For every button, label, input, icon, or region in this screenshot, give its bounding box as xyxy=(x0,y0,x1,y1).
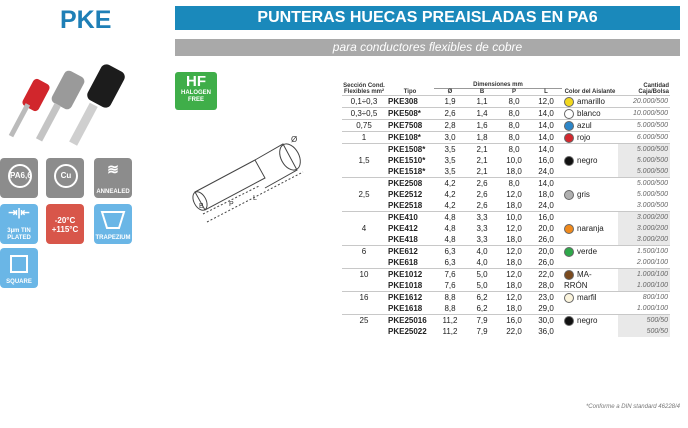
b-cell: 1,6 xyxy=(466,120,498,132)
b-cell: 2,1 xyxy=(466,144,498,156)
hf-small-2: FREE xyxy=(187,97,204,103)
type-cell: PKE25016 xyxy=(386,315,434,327)
d-cell: 6,3 xyxy=(444,258,456,267)
table-row xyxy=(342,96,670,108)
b-cell: 3,3 xyxy=(476,224,488,233)
l-cell: 16,0 xyxy=(538,156,554,165)
p-cell: 10,0 xyxy=(506,156,522,165)
p-cell: 8,0 xyxy=(498,178,530,190)
qty-cell: 3.000/200 xyxy=(618,234,670,246)
type-cell: PKE1612 xyxy=(386,292,434,304)
hf-small-1: HALOGEN xyxy=(181,90,211,96)
qty-cell: 5.000/500 xyxy=(618,120,670,132)
color-label: RRÓN xyxy=(564,281,588,290)
l-cell: 16,0 xyxy=(530,212,562,224)
type-cell: PKE108* xyxy=(386,132,434,144)
table-row xyxy=(342,120,670,132)
table-row xyxy=(342,246,670,258)
col-b: B xyxy=(479,89,485,95)
halogen-free-badge xyxy=(175,72,217,110)
copper-icon: Cu xyxy=(54,164,78,188)
qty-cell: 5.000/500 xyxy=(618,178,670,190)
section-cell xyxy=(342,212,386,224)
square-badge xyxy=(0,248,38,288)
p-cell: 8,0 xyxy=(498,144,530,156)
color-label: negro xyxy=(577,316,598,325)
type-cell: PKE612 xyxy=(386,246,434,258)
color-cell xyxy=(562,315,618,327)
p-cell: 18,0 xyxy=(506,258,522,267)
type-cell: PKE1618 xyxy=(388,304,423,313)
l-cell: 12,0 xyxy=(530,96,562,108)
color-label: marfil xyxy=(577,293,597,302)
qty-cell: 1.000/100 xyxy=(618,280,670,292)
tin-plated-badge xyxy=(0,204,38,244)
temperature-badge xyxy=(46,204,84,244)
type-cell: PKE2512 xyxy=(388,190,423,199)
table-row xyxy=(342,326,670,337)
type-cell: PKE1508* xyxy=(386,144,434,156)
p-cell: 12,0 xyxy=(506,224,522,233)
section-cell: 0,1÷0,3 xyxy=(342,96,386,108)
l-cell: 26,0 xyxy=(538,235,554,244)
p-cell: 16,0 xyxy=(498,315,530,327)
l-cell: 28,0 xyxy=(538,281,554,290)
qty-cell: 500/50 xyxy=(618,315,670,327)
annealed-badge xyxy=(94,158,132,198)
l-cell: 22,0 xyxy=(530,269,562,281)
color-cell xyxy=(562,223,618,234)
section-cell xyxy=(342,257,386,269)
color-cell xyxy=(562,178,618,190)
col-d: Ø xyxy=(447,89,453,95)
qty-cell: 20.000/500 xyxy=(618,96,670,108)
qty-cell: 5.000/500 xyxy=(618,166,670,178)
l-cell: 14,0 xyxy=(530,144,562,156)
d-cell: 4,8 xyxy=(434,212,466,224)
color-label: blanco xyxy=(577,109,601,118)
d-cell: 4,8 xyxy=(444,224,456,233)
table-row xyxy=(342,132,670,144)
type-cell: PKE418 xyxy=(388,235,418,244)
qty-cell: 800/100 xyxy=(618,292,670,304)
type-cell: PKE7508 xyxy=(386,120,434,132)
hf-label: HF xyxy=(186,73,206,90)
diameter-letter: Ø xyxy=(291,135,298,144)
page-subtitle: para conductores flexibles de cobre xyxy=(175,39,680,56)
color-cell xyxy=(562,280,618,292)
copper-badge xyxy=(46,158,84,198)
col-l: L xyxy=(544,89,548,95)
table-body xyxy=(342,96,670,338)
color-swatch xyxy=(564,133,574,143)
temperature-label: -20°C +115°C xyxy=(51,216,79,234)
qty-cell: 5.000/500 xyxy=(618,144,670,156)
qty-cell: 1.000/100 xyxy=(618,269,670,281)
p-cell: 12,0 xyxy=(498,246,530,258)
table-row xyxy=(342,223,670,234)
l-cell: 29,0 xyxy=(538,304,554,313)
product-image xyxy=(5,58,135,158)
specs-table xyxy=(342,82,670,337)
trapezium-badge xyxy=(94,204,132,244)
section-cell xyxy=(342,200,386,212)
l-cell: 20,0 xyxy=(530,246,562,258)
b-cell: 5,0 xyxy=(466,269,498,281)
qty-cell: 5.000/500 xyxy=(636,191,668,198)
color-cell xyxy=(562,200,618,212)
d-cell: 11,2 xyxy=(442,327,458,336)
footnote: *Conforme a DIN standard 46228/4 xyxy=(585,404,680,410)
d-cell: 3,5 xyxy=(444,167,456,176)
color-swatch xyxy=(564,109,574,119)
type-cell: PKE2518 xyxy=(388,201,423,210)
square-label: SQUARE xyxy=(6,279,32,285)
color-label: amarillo xyxy=(577,97,606,106)
b-cell: 2,1 xyxy=(476,167,488,176)
l-cell: 18,0 xyxy=(538,190,554,199)
b-cell: 2,6 xyxy=(466,178,498,190)
color-cell xyxy=(562,269,618,281)
table-row xyxy=(342,234,670,246)
type-cell: PKE1012 xyxy=(386,269,434,281)
color-swatch xyxy=(564,97,574,107)
p-cell: 18,0 xyxy=(506,304,522,313)
d-cell: 7,6 xyxy=(434,269,466,281)
b-cell: 2,1 xyxy=(476,156,488,165)
l-letter: L xyxy=(253,195,257,202)
type-cell: PKE618 xyxy=(388,258,418,267)
section-cell: 4 xyxy=(361,224,367,233)
section-cell: 2,5 xyxy=(358,190,370,199)
trapezium-label: TRAPEZIUM xyxy=(95,235,131,241)
b-cell: 1,1 xyxy=(466,96,498,108)
col-dims: Dimensiones mm xyxy=(434,82,562,89)
type-cell: PKE1510* xyxy=(388,156,426,165)
section-cell: 10 xyxy=(342,269,386,281)
color-swatch xyxy=(564,247,574,257)
d-cell: 2,8 xyxy=(434,120,466,132)
square-icon xyxy=(9,254,29,274)
d-cell: 3,5 xyxy=(434,144,466,156)
annealed-label: ANNEALED xyxy=(96,189,130,195)
section-cell: 0,75 xyxy=(342,120,386,132)
p-cell: 8,0 xyxy=(498,96,530,108)
section-cell: 1,5 xyxy=(358,156,370,165)
b-cell: 7,9 xyxy=(476,327,488,336)
table-row xyxy=(342,212,670,224)
section-cell: 0,3÷0,5 xyxy=(342,108,386,120)
l-cell: 14,0 xyxy=(530,120,562,132)
table-row xyxy=(342,257,670,269)
color-swatch xyxy=(564,316,574,326)
table-row xyxy=(342,166,670,178)
color-label: verde xyxy=(577,247,598,256)
section-cell xyxy=(342,303,386,315)
color-cell xyxy=(562,132,618,144)
page-title: PUNTERAS HUECAS PREAISLADAS EN PA6 xyxy=(175,6,680,30)
p-cell: 12,0 xyxy=(506,190,522,199)
color-label: negro xyxy=(577,156,598,165)
pa66-icon: PA6,6 xyxy=(8,164,32,188)
table-row xyxy=(342,200,670,212)
ferrule-black xyxy=(69,62,127,146)
color-label: MA- xyxy=(577,270,592,279)
l-cell: 14,0 xyxy=(530,108,562,120)
d-cell: 8,8 xyxy=(434,292,466,304)
qty-cell: 6.000/500 xyxy=(618,132,670,144)
b-letter: B xyxy=(199,203,204,210)
color-cell xyxy=(562,246,618,258)
color-label: naranja xyxy=(577,224,604,233)
section-cell xyxy=(342,178,386,190)
qty-cell: 1.000/100 xyxy=(636,305,668,312)
table-row xyxy=(342,144,670,156)
d-cell: 6,3 xyxy=(434,246,466,258)
b-cell: 7,9 xyxy=(466,315,498,327)
qty-cell: 2.000/100 xyxy=(636,259,668,266)
b-cell: 5,0 xyxy=(476,281,488,290)
l-cell: 24,0 xyxy=(538,201,554,210)
p-cell: 8,0 xyxy=(498,132,530,144)
p-cell: 12,0 xyxy=(498,292,530,304)
b-cell: 3,3 xyxy=(476,235,488,244)
material-badge xyxy=(0,158,38,198)
d-cell: 11,2 xyxy=(434,315,466,327)
d-cell: 4,2 xyxy=(434,178,466,190)
color-cell xyxy=(562,189,618,200)
d-cell: 4,8 xyxy=(444,235,456,244)
heat-icon: ≋ xyxy=(107,161,119,177)
color-cell xyxy=(562,292,618,304)
l-cell: 30,0 xyxy=(530,315,562,327)
l-cell: 14,0 xyxy=(530,178,562,190)
qty-cell: 10.000/500 xyxy=(618,108,670,120)
qty-cell: 3.000/200 xyxy=(618,212,670,224)
l-cell: 23,0 xyxy=(530,292,562,304)
section-cell xyxy=(342,280,386,292)
color-cell xyxy=(562,96,618,108)
color-cell xyxy=(562,326,618,337)
p-cell: 18,0 xyxy=(506,201,522,210)
b-cell: 1,4 xyxy=(466,108,498,120)
l-cell: 14,0 xyxy=(530,132,562,144)
b-cell: 6,2 xyxy=(466,292,498,304)
type-cell: PKE25022 xyxy=(388,327,427,336)
d-cell: 3,5 xyxy=(444,156,456,165)
brand-title: PKE xyxy=(60,6,112,34)
section-cell xyxy=(342,326,386,337)
p-cell: 10,0 xyxy=(498,212,530,224)
p-cell: 22,0 xyxy=(506,327,522,336)
table-row xyxy=(342,303,670,315)
color-cell xyxy=(562,234,618,246)
p-letter: P xyxy=(229,201,234,208)
qty-cell: 5.000/500 xyxy=(618,155,670,166)
section-cell: 16 xyxy=(342,292,386,304)
color-cell xyxy=(562,212,618,224)
p-cell: 18,0 xyxy=(506,235,522,244)
d-cell: 4,2 xyxy=(444,201,456,210)
col-section: Sección Cond. Flexibles mm² xyxy=(343,83,385,95)
section-cell: 6 xyxy=(342,246,386,258)
d-cell: 3,0 xyxy=(434,132,466,144)
color-swatch xyxy=(564,121,574,131)
type-cell: PKE2508 xyxy=(386,178,434,190)
b-cell: 4,0 xyxy=(476,258,488,267)
l-cell: 36,0 xyxy=(538,327,554,336)
b-cell: 3,3 xyxy=(466,212,498,224)
type-cell: PKE410 xyxy=(386,212,434,224)
d-cell: 2,6 xyxy=(434,108,466,120)
color-cell xyxy=(562,120,618,132)
col-color: Color del Aislante xyxy=(564,89,616,95)
table-row xyxy=(342,315,670,327)
qty-cell: 3.000/500 xyxy=(636,202,668,209)
l-cell: 24,0 xyxy=(538,167,554,176)
p-cell: 18,0 xyxy=(506,167,522,176)
col-p: P xyxy=(511,89,516,95)
color-cell xyxy=(562,144,618,156)
tin-plated-label: 3µm TIN PLATED xyxy=(7,228,31,241)
type-cell: PKE308 xyxy=(386,96,434,108)
color-swatch xyxy=(564,293,574,303)
d-cell: 8,8 xyxy=(444,304,456,313)
table-row xyxy=(342,178,670,190)
l-cell: 20,0 xyxy=(538,224,554,233)
type-cell: PKE1518* xyxy=(388,167,426,176)
ferrule-drawing xyxy=(175,130,320,230)
trapezium-icon xyxy=(100,210,126,230)
color-cell xyxy=(562,257,618,269)
b-cell: 1,8 xyxy=(466,132,498,144)
color-cell xyxy=(562,303,618,315)
color-label: azul xyxy=(577,121,592,130)
thickness-icon: ⇥|⇤ xyxy=(8,207,30,219)
col-qty: Cantidad Caja/Bolsa xyxy=(638,83,669,95)
type-cell: PKE508* xyxy=(386,108,434,120)
table-row xyxy=(342,292,670,304)
d-cell: 7,6 xyxy=(444,281,456,290)
color-swatch xyxy=(564,190,574,200)
qty-cell: 500/50 xyxy=(618,326,670,337)
p-cell: 18,0 xyxy=(506,281,522,290)
p-cell: 12,0 xyxy=(498,269,530,281)
section-cell xyxy=(342,234,386,246)
section-cell: 25 xyxy=(342,315,386,327)
b-cell: 4,0 xyxy=(466,246,498,258)
b-cell: 6,2 xyxy=(476,304,488,313)
b-cell: 2,6 xyxy=(476,201,488,210)
color-label: rojo xyxy=(577,133,591,142)
col-type: Tipo xyxy=(403,89,417,95)
color-swatch xyxy=(564,156,574,166)
d-cell: 1,9 xyxy=(434,96,466,108)
color-swatch xyxy=(564,224,574,234)
table-row xyxy=(342,155,670,166)
d-cell: 4,2 xyxy=(444,190,456,199)
section-cell: 1 xyxy=(342,132,386,144)
color-swatch xyxy=(564,270,574,280)
section-cell xyxy=(342,144,386,156)
qty-cell: 3.000/200 xyxy=(618,223,670,234)
p-cell: 8,0 xyxy=(498,120,530,132)
table-row xyxy=(342,108,670,120)
type-cell: PKE412 xyxy=(388,224,418,233)
type-cell: PKE1018 xyxy=(388,281,423,290)
section-cell xyxy=(342,166,386,178)
color-label: gris xyxy=(577,190,590,199)
color-cell xyxy=(562,108,618,120)
color-cell xyxy=(562,155,618,166)
table-row xyxy=(342,280,670,292)
qty-cell: 1.500/100 xyxy=(618,246,670,258)
table-row xyxy=(342,189,670,200)
b-cell: 2,6 xyxy=(476,190,488,199)
l-cell: 26,0 xyxy=(538,258,554,267)
color-cell xyxy=(562,166,618,178)
p-cell: 8,0 xyxy=(498,108,530,120)
table-row xyxy=(342,269,670,281)
